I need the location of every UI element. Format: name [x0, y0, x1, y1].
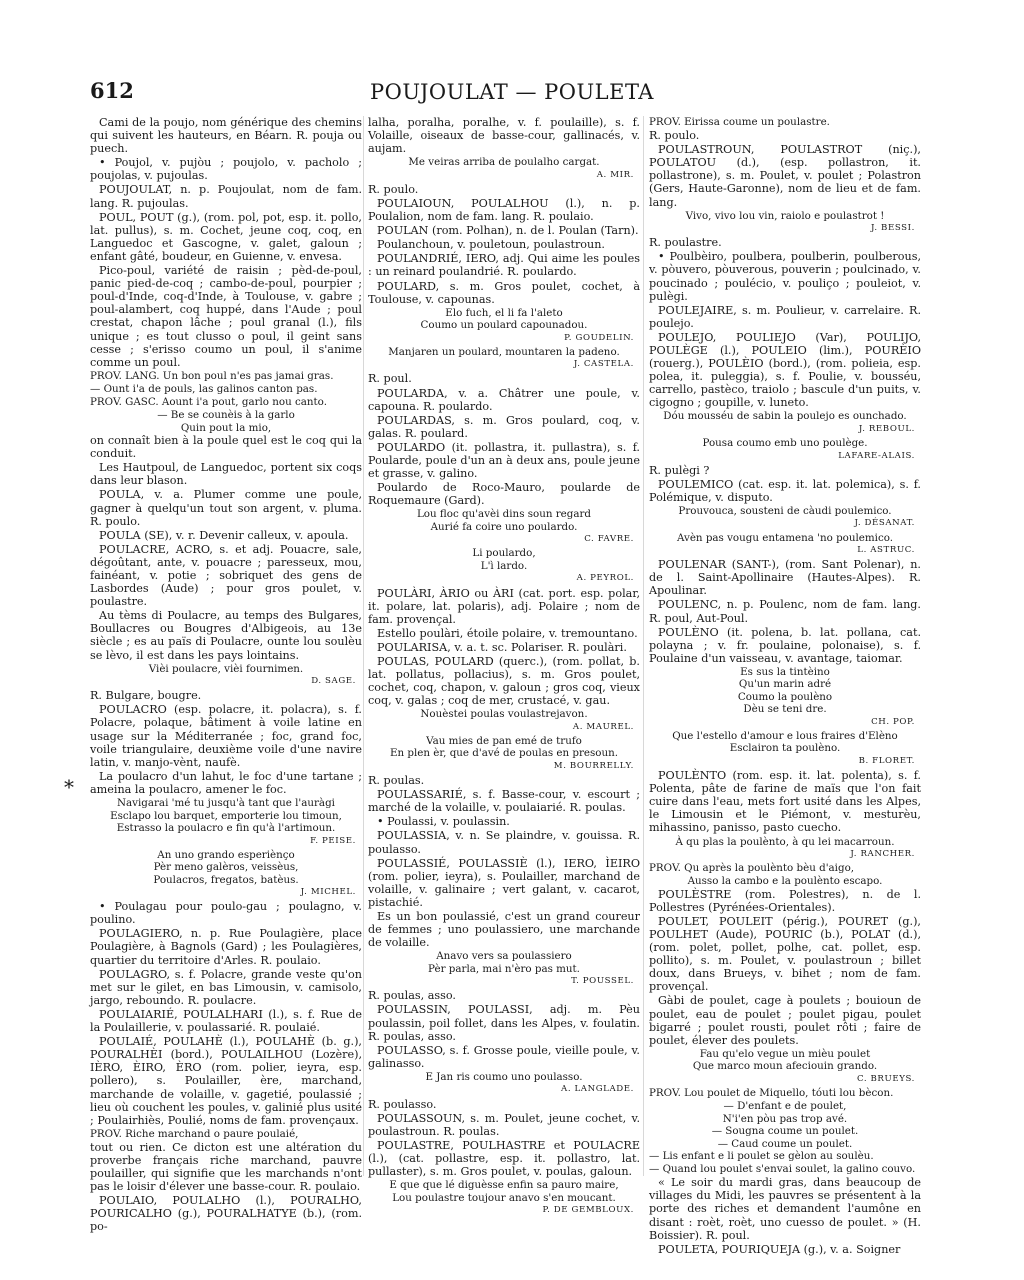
- quote-attribution: J. DÉSANAT.: [854, 518, 915, 529]
- proverb: PROV. LANG. Un bon poul n'es pas jamai gras.: [90, 369, 334, 382]
- quote-attribution: D. SAGE.: [311, 676, 356, 687]
- dictionary-entry: POULENC, n. p. Poulenc, nom de fam. lang. R. poul, Aut-Poul.: [649, 598, 921, 625]
- verse-quote: Aurié fa coire uno poulardo.: [430, 520, 578, 533]
- proverb: PROV. Qu après la poulènto bèu d'aigo,: [649, 862, 855, 875]
- quote-attribution: L. ASTRUC.: [857, 545, 915, 556]
- column-rule: [643, 116, 644, 1176]
- dictionary-entry: Les Hautpoul, de Languedoc, portent six coqs dans leur blason.: [90, 461, 362, 488]
- quote-attribution: J. RANCHER.: [850, 849, 915, 860]
- dictionary-entry: POULAIARIÉ, POULALHARI (l.), s. f. Rue de la Poulaillerie, v. poulassarié. R. poulaié.: [90, 1007, 362, 1035]
- dictionary-entry: POUJOULAT, n. p. Poujoulat, nom de fam. lang. R. pujoulas.: [90, 183, 362, 210]
- dictionary-entry: Poulardo de Roco-Mauro, poularde de Roquemaure (Gard).: [368, 481, 640, 508]
- verse-quote: Poulacros, fregatos, batèus.: [153, 873, 299, 886]
- dictionary-entry: Poulanchoun, v. pouletoun, poulastroun.: [377, 238, 605, 252]
- verse-quote: E que que lé diguèsse enfin sa pauro maire,: [389, 1179, 619, 1192]
- quote-attribution: B. FLORET.: [858, 755, 915, 766]
- verse-quote: Prouvouca, sousteni de càudi poulemico.: [678, 504, 892, 517]
- dictionary-entry: POULARISA, v. a. t. sc. Polariser. R. poulàri.: [377, 640, 627, 654]
- page-number: 612: [90, 78, 134, 103]
- dictionary-entry: Cami de la poujo, nom générique des chemins qui suivent les hauteurs, en Béarn. R. pouja ou puech.: [90, 116, 362, 156]
- dictionary-entry: POULASSARIÉ, s. f. Basse-cour, v. escourt ; marché de la volaille, v. poulaiarié. R. poulas.: [368, 788, 640, 815]
- verse-quote: Vau mies de pan emé de trufo: [426, 734, 582, 747]
- dictionary-entry: POULEMICO (cat. esp. it. lat. polemica), s. f. Polémique, v. disputo.: [649, 477, 921, 504]
- verse-quote: Lou poulastre toujour anavo s'en moucant.: [392, 1191, 616, 1204]
- dictionary-entry: POULA, v. a. Plumer comme une poule, gagner à quelqu'un tout son argent, v. pluma. R. poulo.: [90, 488, 362, 528]
- entry-continuation: R. poul.: [368, 372, 412, 386]
- dictionary-entry: POULEJO, POULIEJO (Var), POULIJO, POULÈGE (l.), POULEIO (lim.), POURÈIO (rouerg.), POULÈIO (bord.), (rom. polieia, esp. polea, it. puleggia), s. f. Poulie, v. bousséu, carrello, pastèco, traiolo ; bascule d'un puits, v. cigogno ; goupille, v. luneto.: [649, 330, 921, 410]
- verse-quote: Avèn pas vougu entamena 'no poulemico.: [676, 531, 894, 544]
- dictionary-entry: • Poujol, v. pujòu ; poujolo, v. pacholo ; poujolas, v. pujoulas.: [90, 156, 362, 183]
- margin-asterisk: *: [64, 775, 74, 799]
- verse-quote: N'i'en pòu pas trop avé.: [722, 1112, 848, 1125]
- verse-quote: — Be se counèis à la garlo: [157, 409, 295, 422]
- quote-attribution: J. REBOUL.: [858, 423, 915, 434]
- dictionary-entry: POULAGIERO, n. p. Rue Poulagière, place Poulagière, à Bagnols (Gard) ; les Poulagières, quartier du territoire d'Arles. R. poulaio.: [90, 927, 362, 967]
- dictionary-entry: POULASSOUN, s. m. Poulet, jeune cochet, v. poulastroun. R. poulas.: [368, 1111, 640, 1138]
- entry-continuation: lalha, poralha, poralhe, v. f. poulaille), s. f. Volaille, oiseaux de basse-cour, gallinacés, v. aujam.: [368, 116, 640, 156]
- dictionary-entry: POULET, POULEIT (périg.), POURET (g.), POULHET (Aude), POURIC (b.), POLAT (d.), (rom. polet, pollet, polhe, cat. pollet, esp. pollito), s. m. Poulet, v. poulastroun ; billet doux, dans Brueys, v. bihet ; nom de fam. provençal.: [649, 914, 921, 994]
- entry-continuation: on connaît bien à la poule quel est le coq qui la conduit.: [90, 434, 362, 461]
- column-left: [90, 116, 362, 1235]
- verse-quote: Pèr parla, mai n'èro pas mut.: [428, 962, 580, 975]
- proverb: PROV. Riche marchand o paure poulaié,: [90, 1127, 299, 1140]
- entry-continuation: R. poulo.: [368, 182, 419, 196]
- verse-quote: Li poulardo,: [472, 547, 536, 560]
- quote-attribution: A. PEYROL.: [576, 573, 634, 584]
- entry-continuation: R. poulas.: [368, 774, 425, 788]
- quote-attribution: J. MICHEL.: [300, 887, 356, 898]
- verse-quote: L'ì lardo.: [480, 559, 528, 572]
- entry-continuation: R. Bulgare, bougre.: [90, 689, 202, 703]
- dictionary-entry: POULANDRIÉ, IERO, adj. Qui aime les poules : un reinard poulandrié. R. poulardo.: [368, 252, 640, 279]
- verse-quote: Pousa coumo emb uno poulège.: [702, 437, 868, 450]
- verse-quote: Pèr meno galèros, veissèus,: [153, 861, 299, 874]
- verse-quote: Navigarai 'mé tu jusqu'à tant que l'auràgi: [117, 797, 335, 809]
- entry-continuation: R. poulo.: [649, 129, 700, 143]
- verse-quote: Fau qu'elo vegue un mièu poulet: [699, 1047, 871, 1060]
- dictionary-entry: POULEJAIRE, s. m. Poulieur, v. carrelaire. R. poulejo.: [649, 303, 921, 330]
- verse-quote: Coumo un poulard capounadou.: [420, 319, 588, 332]
- dictionary-entry: POULASSIN, POULASSI, adj. m. Pèu poulassin, poil follet, dans les Alpes, v. foulatin. R. poulas, asso.: [368, 1003, 640, 1043]
- entry-continuation: R. poulas, asso.: [368, 989, 456, 1003]
- verse-quote: E Jan ris coumo uno poulasso.: [425, 1070, 583, 1083]
- dictionary-entry: • Poulagau pour poulo-gau ; poulagno, v. poulino.: [90, 900, 362, 927]
- dictionary-entry: • Poulbèiro, poulbera, poulberin, poulberous, v. pòuvero, pòuverous, pouverin ; poulcinado, v. poucinado ; poulécio, v. pouliço ; pouleiot, v. pulègi.: [649, 250, 921, 303]
- proverb: — Quand lou poulet s'envai soulet, la galino couvo.: [649, 1163, 916, 1176]
- quote-attribution: P. DE GEMBLOUX.: [542, 1205, 634, 1216]
- entry-continuation: R. poulasso.: [368, 1097, 437, 1111]
- dictionary-entry: POULASTROUN, POULASTROT (niç.), POULATOU (d.), (esp. pollastron, it. pollastrone), s. m. Poulet, v. poulet ; Polastron (Gers, Haute-Garonne), nom de lieu et de fam. lang.: [649, 143, 921, 209]
- quote-attribution: M. BOURRELLY.: [553, 760, 634, 771]
- column-right: [649, 116, 921, 1257]
- verse-quote: Manjaren un poulard, mountaren la padeno.: [388, 345, 620, 358]
- verse-quote: Que l'estello d'amour e lous fraires d'Elèno: [672, 729, 898, 742]
- entry-continuation: R. poulastre.: [649, 236, 722, 250]
- dictionary-entry: POULAIOUN, POULALHOU (l.), n. p. Poulalion, nom de fam. lang. R. poulaio.: [368, 196, 640, 224]
- running-title: POUJOULAT — POULETA: [370, 80, 654, 104]
- quote-attribution: P. GOUDELIN.: [564, 332, 634, 343]
- column-middle: [368, 116, 640, 1218]
- verse-quote: Esclairon ta poulèno.: [729, 742, 841, 755]
- quote-attribution: C. BRUEYS.: [856, 1073, 915, 1084]
- quote-attribution: T. POUSSEL.: [571, 976, 634, 987]
- quote-attribution: J. CASTELA.: [573, 359, 634, 370]
- verse-quote: Coumo la poulèno: [737, 690, 833, 703]
- dictionary-entry: « Le soir du mardi gras, dans beaucoup de villages du Midi, les pauvres se présentent à la porte des riches et demandent l'aumône en disant : roèt, roèt, uno cuesso de poulet. » (H. Boissier). R. poul.: [649, 1176, 921, 1242]
- dictionary-entry: POULACRO (esp. polacre, it. polacra), s. f. Polacre, polaque, bâtiment à voile latine en usage sur la Méditerranée ; foc, grand foc, voile triangulaire, deuxième voile d'une navire latin, v. manjo-vènt, naufè.: [90, 703, 362, 769]
- verse-quote: Es sus la tintèino: [740, 665, 830, 678]
- verse-quote: À qu plas la poulènto, à qu lei macarroun.: [675, 835, 895, 848]
- dictionary-entry: POULAIÉ, POULAHÈ (l.), POULAHÈ (b. g.), POURALHÈI (bord.), POULAILHOU (Lozère), IÈRO, ÈIRO, ÈRO (rom. polier, ieyra, esp. pollero), s. Poulailler, ère, marchand, marchande de volaille, v. gagetié, poulassié ; lieu où couchent les poules, v. galinié plus usité ; Poulairhiès, Poulié, noms de fam. provençaux.: [90, 1035, 362, 1127]
- proverb: — Lis enfant e li poulet se gèlon au soulèu.: [649, 1150, 874, 1163]
- dictionary-entry: POULÈNO (it. polena, b. lat. pollana, cat. polayna ; v. fr. poulaine, polonaise), s. f. Poulaine d'un vaisseau, v. avantage, taiomar.: [649, 625, 921, 665]
- verse-quote: An uno grando esperiènço: [157, 848, 295, 861]
- verse-quote: — Sougna coume un poulet.: [711, 1125, 859, 1138]
- verse-quote: Dóu mousséu de sabin la poulejo es ounchado.: [663, 410, 907, 423]
- dictionary-entry: POULÈSTRE (rom. Polestres), n. de l. Pollestres (Pyrénées-Orientales).: [649, 887, 921, 914]
- dictionary-entry: POULARD, s. m. Gros poulet, cochet, à Toulouse, v. capounas.: [368, 279, 640, 306]
- quote-attribution: J. BESSI.: [871, 223, 915, 234]
- dictionary-entry: POULAS, POULARD (querc.), (rom. pollat, b. lat. pollatus, pollacius), s. m. Gros poulet, cochet, coq, chapon, v. galoun ; gros coq, vieux coq, v. galas ; coq de mer, crustacé, v. gau.: [368, 655, 640, 708]
- quote-attribution: LAFARE-ALAIS.: [838, 450, 915, 461]
- entry-continuation: R. pulègi ?: [649, 463, 710, 477]
- quote-attribution: A. MIR.: [596, 169, 634, 180]
- quote-attribution: C. FAVRE.: [584, 534, 634, 545]
- verse-quote: Vivo, vivo lou vin, raiolo e poulastrot !: [685, 209, 885, 222]
- dictionary-entry: Pico-poul, variété de raisin ; pèd-de-poul, panic pied-de-coq ; cambo-de-poul, pourpier ; poul-d'Inde, coq-d'Inde, à Toulouse, v. gabre ; poul-alambert, coq huppé, dans l'Aude ; poul crestat, chapon lâche ; poul granal (l.), fils unique ; es tout clusso o poul, il geint sans cesse ; s'erisso coumo un poul, il s'anime comme un poul.: [90, 264, 362, 369]
- verse-quote: Me veiras arriba de poulalho cargat.: [408, 156, 600, 169]
- verse-quote: Quin pout la mio,: [180, 421, 272, 434]
- verse-quote: Dèu se teni dre.: [743, 703, 827, 716]
- dictionary-entry: POULAN (rom. Polhan), n. de l. Poulan (Tarn).: [377, 224, 639, 238]
- dictionary-entry: POUL, POUT (g.), (rom. pol, pot, esp. it. pollo, lat. pullus), s. m. Cochet, jeune coq, coq, en Languedoc et Gascogne, v. galet, galoun ; enfant gâté, boudeur, en Guienne, v. envesa.: [90, 210, 362, 263]
- verse-quote: Estrasso la poulacro e fin qu'à l'artimoun.: [116, 822, 336, 834]
- verse-quote: Esclapo lou barquet, emporterie lou timoun,: [110, 809, 342, 822]
- verse-quote: En plen èr, que d'avé de poulas en presoun.: [389, 747, 619, 760]
- quote-attribution: F. PEISE.: [310, 835, 356, 846]
- column-rule: [363, 116, 364, 1176]
- dictionary-entry: POULETA, POURIQUEJA (g.), v. a. Soigner: [658, 1242, 901, 1256]
- dictionary-entry: POULASSIÉ, POULASSIÈ (l.), IERO, ÌEIRO (rom. polier, ieyra), s. Poulailler, marchand de volaille, v. galinaire ; vert galant, v. cacarot, pistachié.: [368, 856, 640, 909]
- verse-quote: Vièi poulacre, vièi fournimen.: [148, 662, 304, 675]
- dictionary-entry: Estello poulàri, étoile polaire, v. tremountano.: [377, 626, 638, 640]
- dictionary-entry: POULAIO, POULALHO (l.), POURALHO, POURICALHO (g.), POURALHATYE (b.), (rom. po-: [90, 1194, 362, 1234]
- dictionary-entry: POULARDAS, s. m. Gros poulard, coq, v. galas. R. poulard.: [368, 413, 640, 440]
- verse-quote: Que marco moun afeciouin grando.: [692, 1060, 878, 1073]
- quote-attribution: CH. POP.: [871, 716, 915, 727]
- proverb: PROV. GASC. Aount i'a pout, garlo nou canto.: [90, 395, 327, 408]
- verse-quote: — Caud coume un poulet.: [717, 1137, 853, 1150]
- dictionary-entry: POULARDA, v. a. Châtrer une poule, v. capouna. R. poulardo.: [368, 386, 640, 413]
- dictionary-entry: POULARDO (it. pollastra, it. pullastra), s. f. Poularde, poule d'un an à deux ans, poule jeune et grasse, v. galino.: [368, 440, 640, 481]
- dictionary-entry: POULASSO, s. f. Grosse poule, vieille poule, v. galinasso.: [368, 1043, 640, 1070]
- dictionary-entry: POULENAR (SANT-), (rom. Sant Polenar), n. de l. Saint-Apollinaire (Hautes-Alpes). R. Apoulinar.: [649, 558, 921, 598]
- proverb: PROV. Lou poulet de Miquello, tóuti lou bècon.: [649, 1086, 894, 1099]
- quote-attribution: A. MAUREL.: [572, 721, 634, 732]
- verse-quote: Elo fuch, el li fa l'aleto: [445, 306, 563, 319]
- dictionary-entry: Gàbi de poulet, cage à poulets ; bouioun de poulet, eau de poulet ; poulet pigau, poulet bigarré ; poulet rousti, poulet rôti ; faire de poulet, élever des poulets.: [649, 994, 921, 1047]
- dictionary-entry: POULA (SE), v. r. Devenir calleux, v. apoula.: [99, 528, 349, 542]
- quote-attribution: A. LANGLADE.: [561, 1084, 634, 1095]
- verse-quote: Anavo vers sa poulassiero: [436, 950, 572, 963]
- dictionary-entry: POULÈNTO (rom. esp. it. lat. polenta), s. f. Polenta, pâte de farine de maïs que l'on fait cuire dans l'eau, mets fort usité dans les Alpes, le Limousin et le Piémont, v. mesturèu, mihassino, panisso, pasto cuecho.: [649, 769, 921, 835]
- dictionary-entry: • Poulassi, v. poulassin.: [377, 815, 510, 829]
- dictionary-entry: POULASSIA, v. n. Se plaindre, v. gouissa. R. poulasso.: [368, 829, 640, 856]
- dictionary-entry: Es un bon poulassié, c'est un grand coureur de femmes ; uno poulassiero, une marchande de volaille.: [368, 910, 640, 950]
- dictionary-entry: POULACRE, ACRO, s. et adj. Pouacre, sale, dégoûtant, ante, v. pouacre ; paresseux, mou, fainéant, v. potie ; sobriquet des gens de Lasbordes (Aude) ; pour gros poulet, v. poulastre.: [90, 542, 362, 609]
- verse-quote: Qu'un marin adré: [738, 678, 832, 691]
- dictionary-entry: La poulacro d'un lahut, le foc d'une tartane ; ameina la poulacro, amener le foc.: [90, 769, 362, 796]
- proverb: — Ount i'a de pouls, las galinos canton pas.: [90, 382, 318, 395]
- dictionary-entry: POULAGRO, s. f. Polacre, grande veste qu'on met sur le gilet, en bas Limousin, v. camisolo, jargo, reboundo. R. poulacre.: [90, 967, 362, 1007]
- entry-continuation: tout ou rien. Ce dicton est une altération du proverbe français riche marchand, pauvre poulailler, qui signifie que les marchands n'ont pas le loisir d'élever une basse-cour. R. poulaio.: [90, 1140, 362, 1194]
- proverb: PROV. Eirissa coume un poulastre.: [649, 116, 830, 128]
- verse-quote: Lou floc qu'avèi dins soun regard: [416, 508, 592, 521]
- verse-quote: Nouèstei poulas voulastrejavon.: [420, 708, 588, 721]
- dictionary-entry: POULASTRE, POULHASTRE et POULACRE (l.), (cat. pollastre, esp. it. pollastro, lat. pullaster), s. m. Gros poulet, v. poulas, galoun.: [368, 1138, 640, 1178]
- dictionary-entry: Au tèms di Poulacre, au temps des Bulgares, Boullacres ou Bougres d'Albigeois, au 13e siècle ; es au païs di Poulacre, ounte lou soulèu se lèvo, il est dans les pays lointains.: [90, 609, 362, 662]
- verse-quote: — D'enfant e de poulet,: [723, 1100, 847, 1113]
- verse-quote: Ausso la cambo e la poulènto escapo.: [687, 875, 883, 888]
- dictionary-entry: POULÀRI, ÀRIO ou ÀRI (cat. port. esp. polar, it. polare, lat. polaris), adj. Polaire ; nom de fam. provençal.: [368, 586, 640, 626]
